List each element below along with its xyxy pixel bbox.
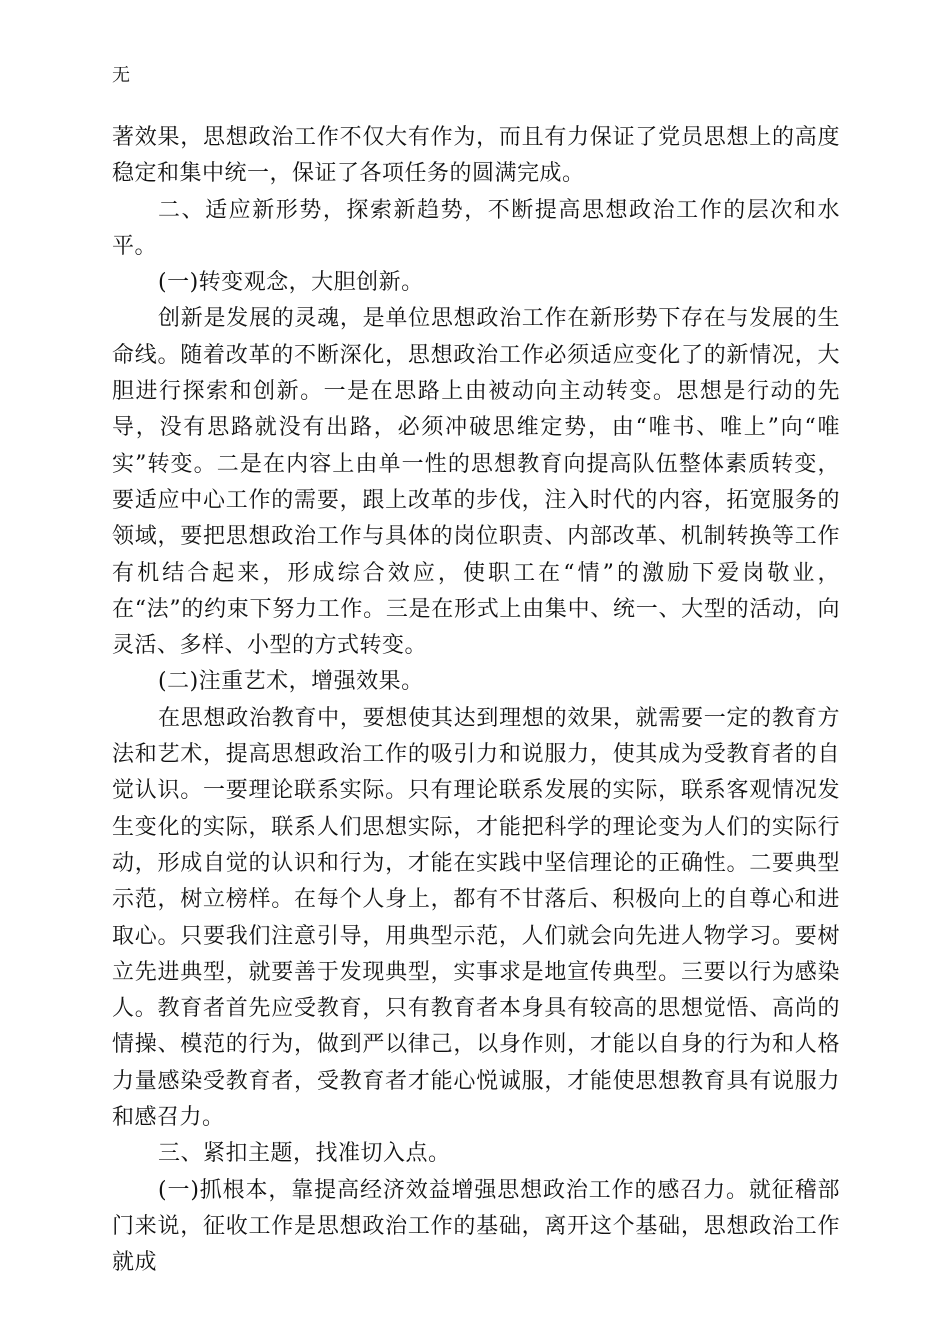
subsection-heading-2-1: (一)转变观念，大胆创新。 (158, 270, 424, 296)
document-body (112, 120, 840, 1282)
subsection-heading-2-2: (二)注重艺术，增强效果。 (158, 669, 424, 695)
paragraph-innovation: 创新是发展的灵魂，是单位思想政治工作在新形势下存在与发展的生命线。随着改革的不断深化，思想政治工作必须适应变化了的新情况，大胆进行探索和创新。一是在思路上由被动向主动转变。思想是行动的先导，没有思路就没有出路，必须冲破思维定势，由“唯书、唯上”向“唯实”转变。二是在内容上由单一性的思想教育向提高队伍整体素质转变，要适应中心工作的需要，跟上改革的步伐，注入时代的内容，拓宽服务的领域，要把思想政治工作与具体的岗位职责、内部改革、机制转换等工作有机结合起来，形成综合效应，使职工在“情”的激励下爱岗敬业，在“法”的约束下努力工作。三是在形式上由集中、统一、大型的活动，向灵活、多样、小型的方式转变。 (112, 306, 840, 659)
header-mark: 无 (112, 65, 130, 86)
paragraph-art-effect: 在思想政治教育中，要想使其达到理想的效果，就需要一定的教育方法和艺术，提高思想政治工作的吸引力和说服力，使其成为受教育者的自觉认识。一要理论联系实际。只有理论联系发展的实际，联系客观情况发生变化的实际，联系人们思想实际，才能把科学的理论变为人们的实际行动，形成自觉的认识和行为，才能在实践中坚信理论的正确性。二要典型示范，树立榜样。在每个人身上，都有不甘落后、积极向上的自尊心和进取心。只要我们注意引导，用典型示范，人们就会向先进人物学习。要树立先进典型，就要善于发现典型，实事求是地宣传典型。三要以行为感染人。教育者首先应受教育，只有教育者本身具有较高的思想觉悟、高尚的情操、模范的行为，做到严以律己，以身作则，才能以自身的行为和人格力量感染受教育者，受教育者才能心悦诚服，才能使思想教育具有说服力和感召力。 (112, 705, 840, 1131)
paragraph-continuation: 著效果，思想政治工作不仅大有作为，而且有力保证了党员思想上的高度稳定和集中统一，保证了各项任务的圆满完成。 (112, 125, 840, 187)
section-heading-2: 二、适应新形势，探索新趋势，不断提高思想政治工作的层次和水平。 (112, 197, 840, 259)
paragraph-fundamentals: (一)抓根本，靠提高经济效益增强思想政治工作的感召力。就征稽部门来说，征收工作是思想政治工作的基础，离开这个基础，思想政治工作就成 (112, 1177, 840, 1276)
section-heading-3: 三、紧扣主题，找准切入点。 (158, 1141, 451, 1167)
